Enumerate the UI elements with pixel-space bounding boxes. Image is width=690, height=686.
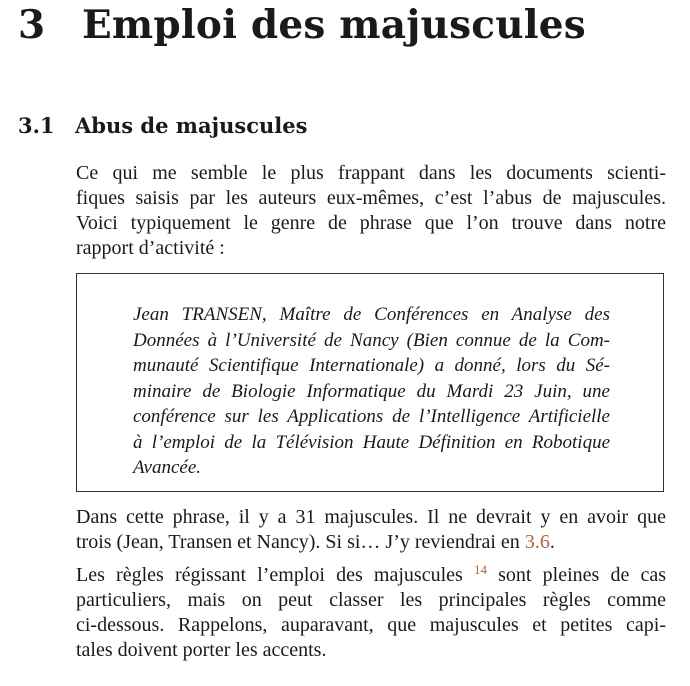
section-title: Emploi des majuscules	[82, 2, 586, 48]
paragraph-text: trois (Jean, Transen et Nancy). Si si… J’y reviendrai en	[76, 531, 525, 553]
paragraph-line: particuliers, mais on peut classer les principales règles comme	[76, 589, 666, 611]
example-quote	[133, 302, 610, 481]
paragraph-line	[76, 530, 666, 555]
quote-line: Jean TRANSEN, Maître de Conférences en Analyse des	[133, 304, 610, 325]
section-reference-link[interactable]: 3.6	[524, 531, 550, 553]
paragraph-text: sont pleines de cas	[486, 564, 667, 586]
paragraph-line	[76, 563, 666, 588]
paragraph-line: Ce qui me semble le plus frappant dans les documents scienti-	[76, 162, 666, 184]
subsection-number: 3.1	[18, 112, 55, 138]
quote-line: Données à l’Université de Nancy (Bien connue de la Com-	[133, 329, 610, 351]
quote-line: Avancée.	[133, 457, 202, 478]
subsection-heading	[18, 110, 307, 140]
quote-line: conférence sur les Applications de l’Intelligence Artificielle	[133, 406, 610, 427]
intro-paragraph	[76, 161, 666, 261]
paragraph-line: fiques saisis par les auteurs eux-mêmes, c’est l’abus de majuscules.	[76, 187, 666, 209]
quote-line: munauté Scientifique Internationale) a donné, lors du Sé-	[133, 355, 610, 376]
rules-paragraph	[76, 563, 666, 663]
paragraph-line: tales doivent porter les accents.	[76, 639, 327, 661]
paragraph-line: ci-dessous. Rappelons, auparavant, que majuscules et petites capi-	[76, 614, 666, 636]
section-heading	[18, 0, 586, 50]
footnote-marker-link[interactable]: 14	[473, 562, 487, 577]
subsection-title: Abus de majuscules	[75, 112, 308, 138]
section-number: 3	[18, 2, 46, 48]
paragraph-line: Dans cette phrase, il y a 31 majuscules. Il ne devrait y en avoir que	[76, 506, 666, 528]
example-quote-box	[76, 273, 664, 492]
count-paragraph	[76, 505, 666, 555]
paragraph-line: Voici typiquement le genre de phrase que l’on trouve dans notre	[76, 212, 666, 234]
quote-line: minaire de Biologie Informatique du Mardi 23 Juin, une	[133, 380, 610, 402]
paragraph-text: .	[549, 531, 555, 553]
paragraph-text: Les règles régissant l’emploi des majuscules	[76, 564, 463, 586]
paragraph-line: rapport d’activité :	[76, 237, 225, 259]
quote-line: à l’emploi de la Télévision Haute Définition en Robotique	[133, 431, 610, 453]
